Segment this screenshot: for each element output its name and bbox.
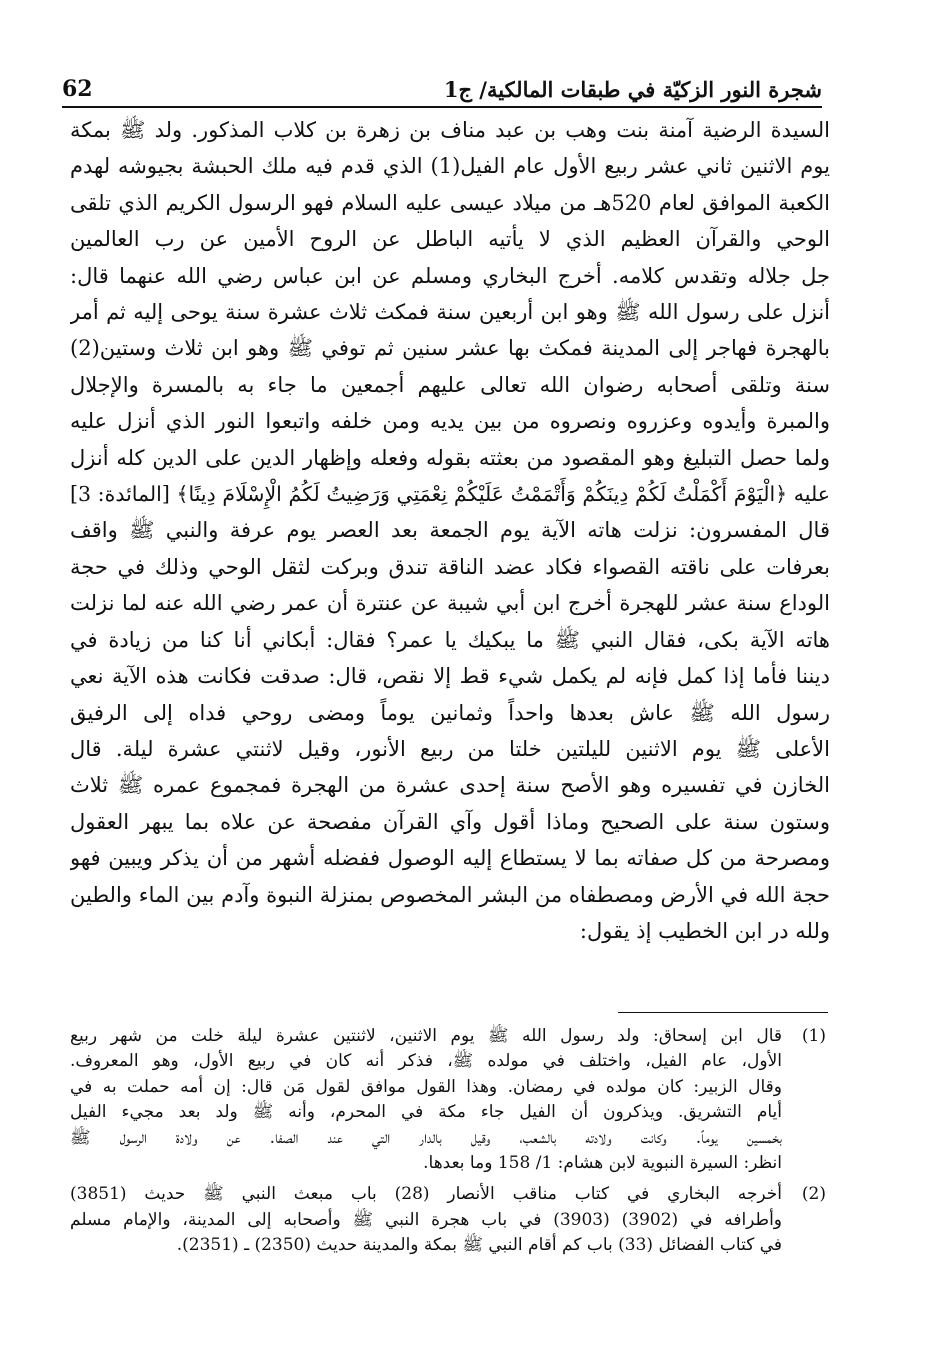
footnote-text	[70, 1024, 782, 1176]
text-line: الوداع سنة عشر للهجرة أخرج ابن أبي شيبة عن عنترة أن عمر رضي الله عنه لما نزلت	[70, 591, 830, 616]
text-line: سنة وتلقى أصحابه رضوان الله تعالى عليهم أجمعين ما جاء به بالمسرة والإجلال	[70, 372, 830, 397]
text-line: الأعلى ﷺ يوم الاثنين لليلتين خلتا من ربيع الأنور، وقيل لاثنتي عشرة ليلة. قال	[70, 736, 830, 761]
footnote-line: في كتاب الفضائل (33) باب كم أقام النبي ﷺ بمكة والمدينة حديث (2350) ـ (2351).	[176, 1235, 782, 1256]
text-line: الوحي والقرآن العظيم الذي لا يأتيه الباطل عن الروح الأمين عن رب العالمين	[70, 227, 830, 252]
running-title: شجرة النور الزكيّة في طبقات المالكية/ ج1	[443, 77, 822, 102]
footnote-line: وقال الزبير: كان مولده في رمضان. وهذا القول موافق لقول مَن قال: إن أمه حملت به في	[70, 1076, 782, 1097]
footnote-line: قال ابن إسحاق: ولد رسول الله ﷺ يوم الاثنين، لاثنتين عشرة ليلة خلت من شهر ربيع	[70, 1026, 782, 1046]
text-line: قال المفسرون: نزلت هاته الآية يوم الجمعة بعد العصر يوم عرفة والنبي ﷺ واقف	[70, 518, 830, 543]
footnote-1	[70, 1024, 826, 1176]
text-line: جل جلاله وتقدس كلامه. أخرج البخاري ومسلم عن ابن عباس رضي الله عنهما قال:	[70, 263, 830, 288]
page-header	[62, 62, 822, 102]
text-line: بالهجرة فهاجر إلى المدينة فمكث بها عشر سنين ثم توفي ﷺ وهو ابن ثلاث وستين(2)	[70, 336, 830, 361]
text-line: بعرفات على ناقته القصواء فكاد عضد الناقة تندق وبركت لثقل الوحي وذلك في حجة	[70, 554, 830, 579]
text-line: ولله در ابن الخطيب إذ يقول:	[579, 918, 830, 943]
text-line: ديننا فأما إذا كمل فإنه لم يكمل شيء قط إلا نقص، قال: صدقت فكانت هذه الآية نعي	[70, 664, 830, 689]
main-text	[70, 112, 830, 949]
footnote-line: الأول، عام الفيل، واختلف في مولده ﷺ، فذكر أنه كان في ربيع الأول، وهو المعروف.	[70, 1051, 782, 1072]
text-line: رسول الله ﷺ عاش بعدها واحداً وثمانين يوماً ومضى روحي فداه إلى الرفيق	[70, 700, 830, 725]
text-line: والمبرة وأيدوه وعزروه ونصروه من بين يديه ومن خلفه واتبعوا النور الذي أنزل عليه	[70, 409, 830, 434]
text-line: ولما حصل التبليغ وهو المقصود من بعثته بقوله وفعله وإظهار الدين على الدين كله أنزل	[70, 445, 830, 470]
text-line: الكعبة الموافق لعام 520هـ من ميلاد عيسى عليه السلام فهو الرسول الكريم الذي تلقى	[70, 190, 830, 215]
footnote-line: انظر: السيرة النبوية لابن هشام: 1/ 158 وما بعدها.	[423, 1153, 782, 1174]
quran-verse-line: عليه ﴿الْيَوْمَ أَكْمَلْتُ لَكُمْ دِينَكُمْ وَأَتْمَمْتُ عَلَيْكُمْ نِعْمَتِي وَرَضِيتُ لَكُمُ الْإِسْلَامَ دِينًا﴾ [المائدة: 3]	[70, 482, 830, 507]
footnote-line: أخرجه البخاري في كتاب مناقب الأنصار (28) باب مبعث النبي ﷺ حديث (3851)	[70, 1184, 782, 1205]
footnote-2	[70, 1182, 826, 1258]
footnote-line: بخمسين يوماً. وكانت ولادته بالشعب، وقيل بالدار التي عند الصفا. عن ولادة الرسول ﷺ	[70, 1127, 782, 1148]
footnote-line: أيام التشريق. ويذكرون أن الفيل جاء مكة في المحرم، وأنه ﷺ ولد بعد مجيء الفيل	[70, 1102, 782, 1123]
footnote-line: وأطرافه في (3902) (3903) في باب هجرة النبي ﷺ وأصحابه إلى المدينة، والإمام مسلم	[70, 1209, 782, 1230]
footnote-number: (2)	[801, 1184, 826, 1205]
footnote-number: (1)	[801, 1026, 826, 1046]
header-rule	[62, 106, 822, 108]
text-line: وستون سنة على الصحيح وماذا أقول وآي القرآن مفصحة عن علاه بما يبهر العقول	[70, 809, 830, 834]
text-line: يوم الاثنين ثاني عشر ربيع الأول عام الفيل(1) الذي قدم فيه ملك الحبشة بجيوشه لهدم	[70, 154, 830, 179]
footnote-text	[70, 1182, 782, 1258]
text-line: الخازن في تفسيره وهو الأصح سنة إحدى عشرة من الهجرة فمجموع عمره ﷺ ثلاث	[70, 773, 830, 798]
text-line: السيدة الرضية آمنة بنت وهب بن عبد مناف بن زهرة بن كلاب المذكور. ولد ﷺ بمكة	[70, 118, 830, 142]
page-number: 62	[62, 76, 93, 102]
text-line: حجة الله في الأرض ومصطفاه من البشر المخصوص بمنزلة النبوة وآدم بين الماء والطين	[70, 882, 830, 907]
text-line: هاته الآية بكى، فقال النبي ﷺ ما يبكيك يا عمر؟ فقال: أبكاني أنا كنا من زيادة في	[70, 627, 830, 652]
text-line: ومصرحة من كل صفاته بما لا يستطاع إليه الوصول ففضله أشهر من أن يذكر ويبين فهو	[70, 846, 830, 871]
footnotes	[70, 1024, 826, 1265]
footnote-separator	[618, 1012, 828, 1013]
text-line: أنزل على رسول الله ﷺ وهو ابن أربعين سنة فمكث ثلاث عشرة سنة يوحى إليه ثم أمر	[70, 300, 830, 325]
